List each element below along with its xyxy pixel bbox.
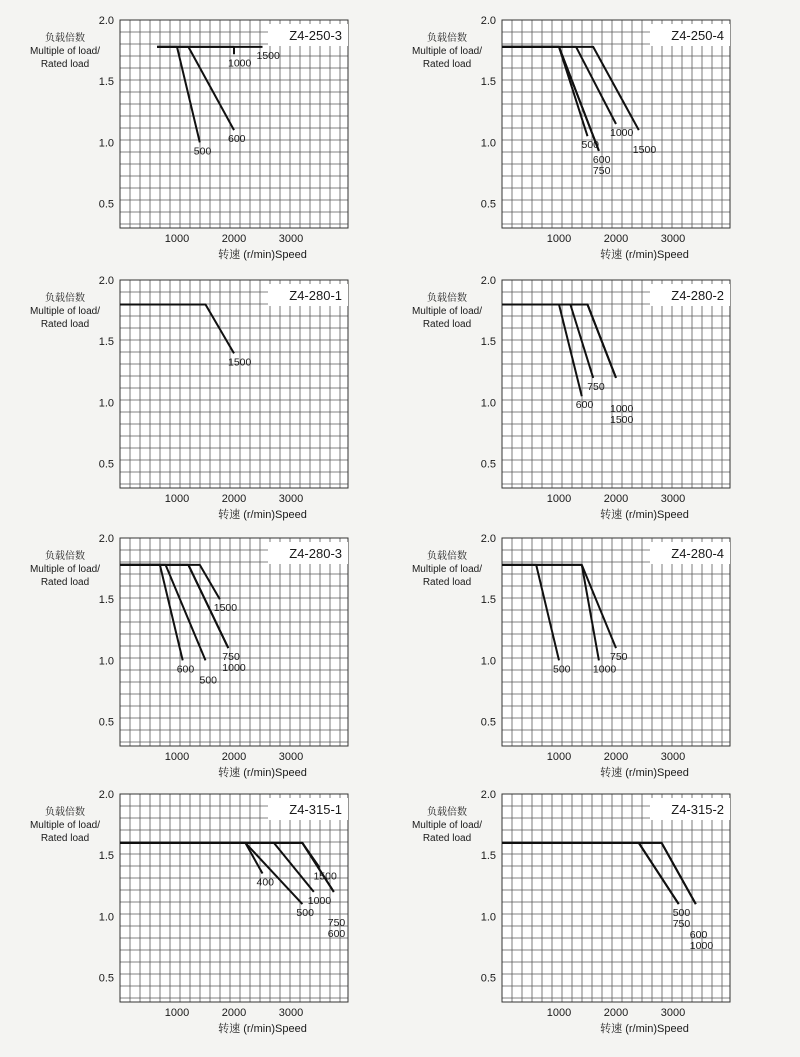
y-axis-title-zh: 负载倍数: [427, 293, 467, 304]
y-tick-label: 1.5: [98, 336, 114, 349]
x-tick-label: 2000: [221, 233, 247, 245]
series-label-1000: 1000: [307, 894, 332, 907]
series-label-750: 750: [587, 380, 605, 393]
y-tick-label: 1.0: [480, 137, 496, 150]
y-axis-title-en-line2: Rated load: [422, 833, 472, 844]
y-tick-label: 2.0: [480, 533, 496, 545]
chart-title: Z4-280-2: [671, 288, 724, 303]
series-label-1000: 1000: [610, 402, 634, 415]
y-axis-title-en-line2: Rated load: [40, 577, 90, 588]
x-axis-title: 转速 (r/min)Speed: [218, 1023, 307, 1035]
y-axis-title-zh: 负载倍数: [45, 807, 85, 818]
series-label-500: 500: [581, 139, 600, 152]
y-axis-title-en-line1: Multiple of load/: [29, 820, 101, 831]
y-tick-label: 1.0: [98, 137, 114, 150]
chart-title: Z4-315-1: [289, 802, 342, 817]
x-tick-label: 1000: [164, 1007, 190, 1019]
chart-svg: [10, 784, 400, 1042]
y-tick-label: 1.5: [480, 594, 496, 607]
y-tick-label: 2.0: [98, 789, 114, 801]
series-label-1500: 1500: [213, 602, 238, 615]
y-tick-label: 1.5: [98, 850, 114, 863]
y-tick-label: 0.5: [98, 458, 114, 471]
y-axis-title-en-line1: Multiple of load/: [411, 46, 483, 57]
x-tick-label: 3000: [660, 1007, 686, 1019]
series-label-1000: 1000: [610, 127, 634, 139]
chart-panel-z4-315-2: [392, 784, 782, 1042]
y-axis-title-en-line2: Rated load: [422, 577, 472, 588]
plot-area: [502, 794, 730, 1002]
chart-svg: [392, 784, 782, 1042]
y-axis-title-en-line1: Multiple of load/: [411, 306, 483, 317]
x-tick-label: 2000: [603, 751, 629, 763]
y-tick-label: 1.5: [480, 850, 496, 863]
series-label-500: 500: [296, 907, 314, 920]
y-tick-label: 2.0: [480, 15, 496, 27]
y-tick-label: 1.0: [480, 397, 496, 410]
y-axis-title-en-line1: Multiple of load/: [411, 564, 483, 575]
x-tick-label: 2000: [221, 751, 247, 763]
series-label-500: 500: [199, 674, 218, 687]
x-tick-label: 1000: [164, 233, 190, 245]
y-axis-title-zh: 负载倍数: [427, 33, 467, 44]
chart-panel-z4-280-1: [10, 270, 400, 528]
chart-svg: [392, 528, 782, 786]
y-tick-label: 1.0: [480, 655, 496, 668]
series-label-1500: 1500: [228, 356, 252, 369]
chart-title: Z4-280-1: [289, 288, 342, 303]
y-tick-label: 2.0: [98, 275, 114, 287]
x-tick-label: 2000: [603, 493, 629, 505]
series-label-1500: 1500: [632, 144, 657, 157]
y-tick-label: 1.0: [98, 397, 114, 410]
x-axis-title: 转速 (r/min)Speed: [218, 767, 307, 779]
chart-title: Z4-250-4: [671, 28, 724, 43]
x-tick-label: 1000: [164, 751, 190, 763]
series-label-600: 600: [592, 153, 611, 166]
y-tick-label: 1.5: [98, 76, 114, 89]
series-label-600: 600: [228, 133, 246, 146]
y-tick-label: 0.5: [98, 198, 114, 211]
x-tick-label: 2000: [603, 1007, 629, 1019]
y-tick-label: 2.0: [98, 533, 114, 545]
series-label-600: 600: [575, 399, 594, 412]
series-label-1000: 1000: [222, 662, 246, 675]
x-axis-title: 转速 (r/min)Speed: [600, 767, 689, 779]
chart-title: Z4-280-4: [671, 546, 724, 561]
y-axis-title-zh: 负载倍数: [45, 551, 85, 562]
x-axis-title: 转速 (r/min)Speed: [600, 249, 689, 261]
x-axis-title: 转速 (r/min)Speed: [218, 509, 307, 521]
chart-panel-z4-315-1: [10, 784, 400, 1042]
series-label-600: 600: [327, 927, 346, 940]
x-tick-label: 1000: [546, 751, 572, 763]
x-axis-title: 转速 (r/min)Speed: [600, 1023, 689, 1035]
x-tick-label: 2000: [221, 493, 247, 505]
chart-svg: [10, 270, 400, 528]
series-label-1500: 1500: [610, 413, 634, 426]
series-label-500: 500: [553, 663, 571, 676]
series-label-750: 750: [592, 164, 611, 177]
x-tick-label: 3000: [278, 751, 304, 763]
y-tick-label: 1.0: [480, 911, 496, 924]
y-axis-title-zh: 负载倍数: [45, 33, 85, 44]
x-tick-label: 3000: [660, 233, 686, 245]
y-axis-title-en-line2: Rated load: [422, 319, 472, 330]
series-label-1000: 1000: [228, 57, 252, 70]
series-label-1500: 1500: [256, 49, 280, 62]
y-tick-label: 0.5: [480, 198, 496, 211]
y-axis-title-zh: 负载倍数: [427, 807, 467, 818]
series-label-500: 500: [672, 907, 691, 920]
x-axis-title: 转速 (r/min)Speed: [600, 509, 689, 521]
series-label-600: 600: [689, 929, 708, 942]
y-tick-label: 2.0: [98, 15, 114, 27]
series-label-750: 750: [672, 918, 691, 931]
chart-panel-z4-280-4: [392, 528, 782, 786]
y-tick-label: 0.5: [98, 716, 114, 729]
chart-svg: [10, 10, 400, 268]
chart-title: Z4-280-3: [289, 546, 342, 561]
y-axis-title-zh: 负载倍数: [45, 293, 85, 304]
chart-panel-z4-280-3: [10, 528, 400, 786]
y-tick-label: 0.5: [480, 458, 496, 471]
chart-panel-z4-250-3: [10, 10, 400, 268]
y-axis-title-en-line1: Multiple of load/: [29, 564, 101, 575]
y-axis-title-en-line2: Rated load: [422, 59, 472, 70]
x-tick-label: 1000: [546, 493, 572, 505]
x-tick-label: 3000: [278, 233, 304, 245]
chart-panel-z4-250-4: [392, 10, 782, 268]
y-tick-label: 0.5: [98, 972, 114, 985]
y-tick-label: 0.5: [480, 972, 496, 985]
y-tick-label: 1.5: [98, 594, 114, 607]
plot-area: [120, 538, 348, 746]
x-tick-label: 3000: [278, 1007, 304, 1019]
series-label-1500: 1500: [313, 870, 337, 883]
chart-panel-z4-280-2: [392, 270, 782, 528]
series-label-600: 600: [176, 663, 195, 676]
y-axis-title-en-line1: Multiple of load/: [29, 306, 101, 317]
x-tick-label: 1000: [164, 493, 190, 505]
y-axis-title-zh: 负载倍数: [427, 551, 467, 562]
x-tick-label: 2000: [603, 233, 629, 245]
series-label-750: 750: [610, 651, 628, 664]
chart-svg: [392, 270, 782, 528]
x-tick-label: 3000: [660, 751, 686, 763]
y-tick-label: 1.0: [98, 655, 114, 668]
series-label-400: 400: [256, 876, 275, 889]
series-label-750: 750: [222, 651, 240, 664]
y-axis-title-en-line2: Rated load: [40, 319, 90, 330]
y-axis-title-en-line2: Rated load: [40, 833, 90, 844]
y-axis-title-en-line1: Multiple of load/: [411, 820, 483, 831]
series-label-1000: 1000: [592, 663, 617, 676]
y-tick-label: 1.0: [98, 911, 114, 924]
x-tick-label: 1000: [546, 1007, 572, 1019]
x-tick-label: 3000: [278, 493, 304, 505]
x-tick-label: 2000: [221, 1007, 247, 1019]
x-axis-title: 转速 (r/min)Speed: [218, 249, 307, 261]
x-tick-label: 3000: [660, 493, 686, 505]
y-tick-label: 1.5: [480, 336, 496, 349]
plot-area: [502, 280, 730, 488]
y-axis-title-en-line2: Rated load: [40, 59, 90, 70]
series-label-1000: 1000: [689, 940, 714, 953]
x-tick-label: 1000: [546, 233, 572, 245]
y-tick-label: 1.5: [480, 76, 496, 89]
chart-title: Z4-250-3: [289, 28, 342, 43]
y-tick-label: 0.5: [480, 716, 496, 729]
y-tick-label: 2.0: [480, 789, 496, 801]
y-tick-label: 2.0: [480, 275, 496, 287]
series-label-750: 750: [327, 916, 346, 929]
chart-svg: [392, 10, 782, 268]
series-label-500: 500: [193, 145, 212, 158]
y-axis-title-en-line1: Multiple of load/: [29, 46, 101, 57]
chart-svg: [10, 528, 400, 786]
plot-area: [120, 280, 348, 488]
chart-title: Z4-315-2: [671, 802, 724, 817]
